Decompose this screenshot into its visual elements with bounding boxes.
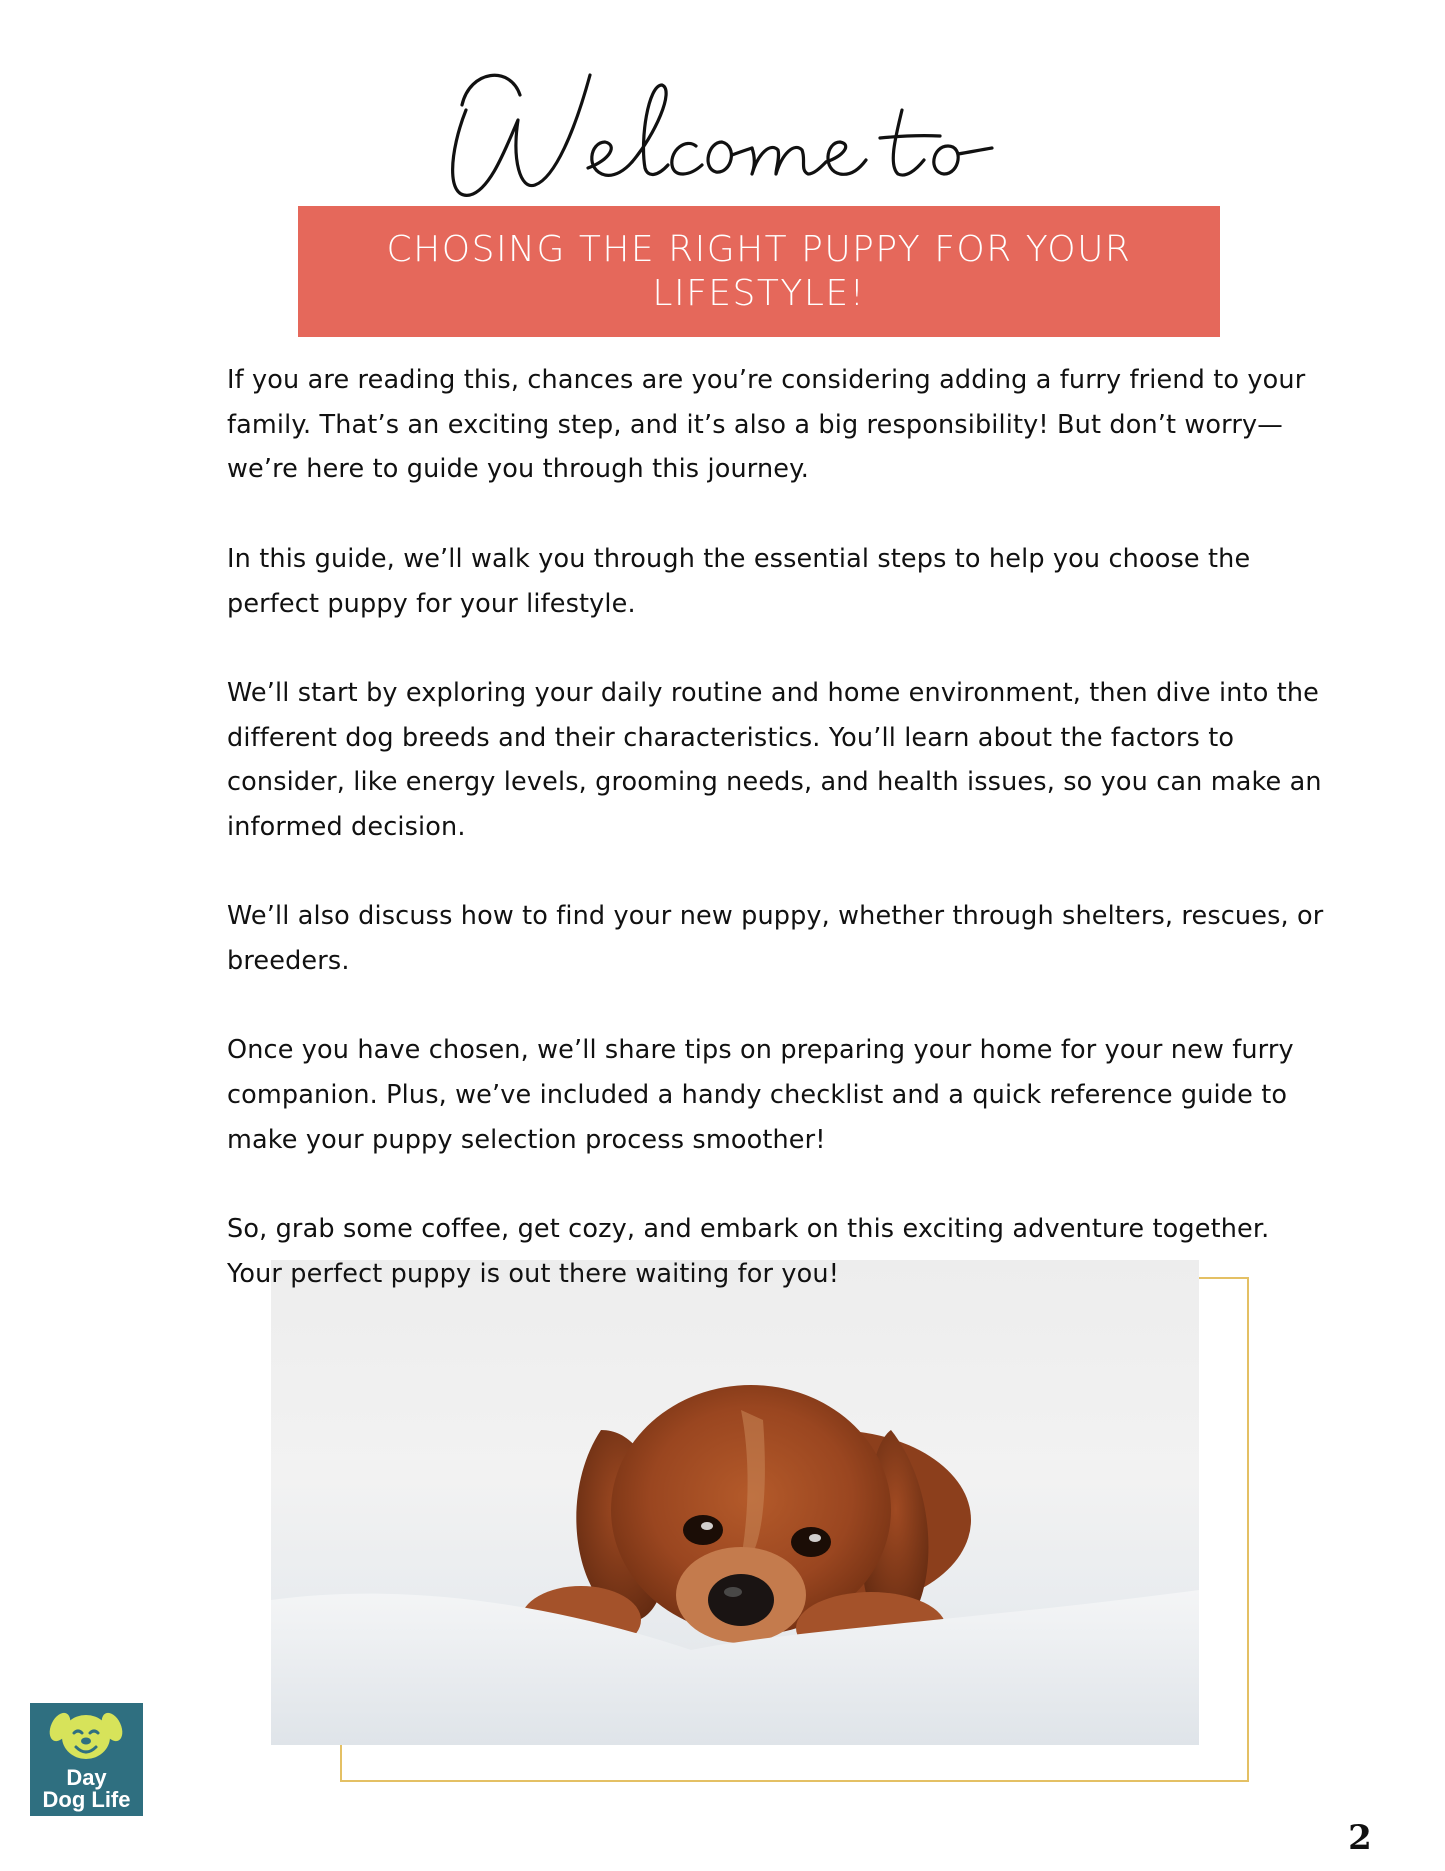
welcome-script-title <box>440 50 1040 220</box>
title-banner <box>298 206 1220 337</box>
page-number: 2 <box>1348 1818 1372 1858</box>
paragraph-6: So, grab some coffee, get cozy, and embark on this exciting adventure together. Your perfect puppy is out there waiting for you! <box>227 1214 1270 1289</box>
welcome-script-svg <box>440 50 1040 220</box>
paragraph-3: We’ll start by exploring your daily routine and home environment, then dive into the different dog breeds and their characteristics. You’ll learn about the factors to consider, like energy levels, grooming needs, and health issues, so you can make an informed decision. <box>227 677 1322 842</box>
paragraph-2: In this guide, we’ll walk you through the essential steps to help you choose the perfect puppy for your lifestyle. <box>227 543 1251 619</box>
dog-face-icon <box>30 1703 143 1765</box>
paragraph-1: If you are reading this, chances are you’re considering adding a furry friend to your family. That’s an exciting step, and it’s also a big responsibility! But don’t worry—we’re here to guide you through this journey. <box>227 365 1306 485</box>
paragraph-5: Once you have chosen, we’ll share tips on preparing your home for your new furry companion. Plus, we’ve included a handy checklist and a quick reference guide to make your puppy selection process smoother! <box>227 1035 1294 1155</box>
logo-text-dog-life: Dog Life <box>42 1787 131 1812</box>
logo-text-day: Day <box>66 1765 107 1790</box>
intro-text <box>227 358 1327 1341</box>
paragraph-4: We’ll also discuss how to find your new puppy, whether through shelters, rescues, or breeders. <box>227 901 1324 977</box>
banner-title: CHOSING THE RIGHT PUPPY FOR YOUR LIFESTYLE! <box>386 228 1132 314</box>
day-dog-life-logo <box>30 1703 143 1816</box>
